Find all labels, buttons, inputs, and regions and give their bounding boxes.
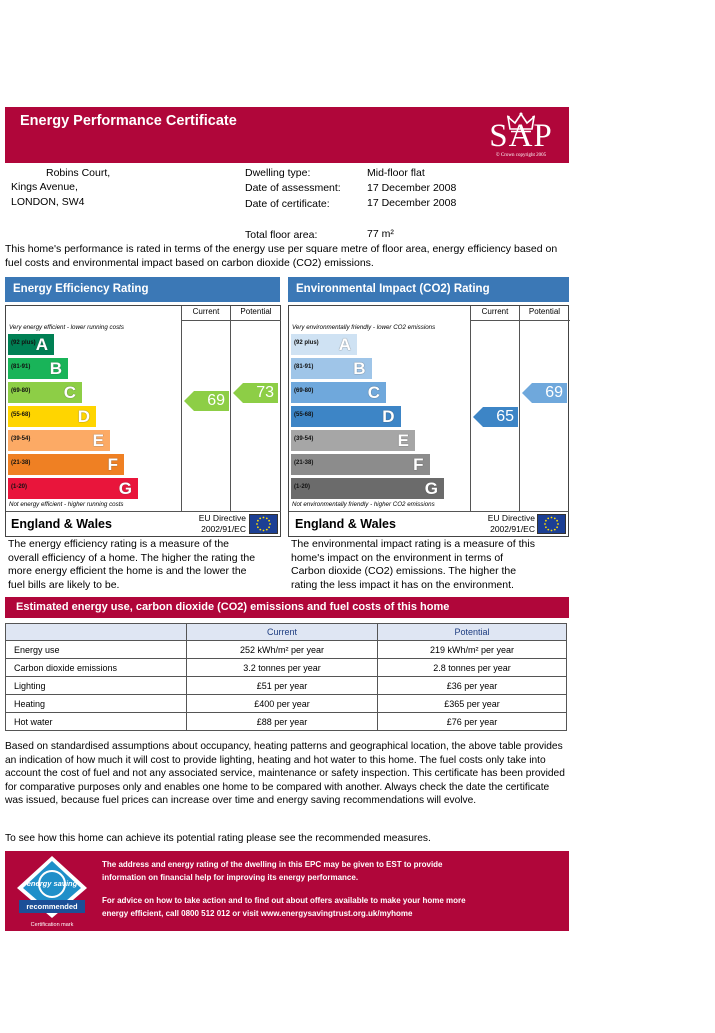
band-range-label: (1-20) xyxy=(11,484,28,490)
banner-line: For advice on how to take action and to find out about offers available to make your home more xyxy=(102,896,466,905)
cost-row-current: £51 per year xyxy=(187,677,378,695)
energy-description-line: fuel bills are likely to be. xyxy=(8,578,120,591)
band-range-label: (55-68) xyxy=(11,412,31,418)
band-letter: D xyxy=(77,407,90,426)
dwelling-type-value: Mid-floor flat xyxy=(367,167,425,179)
sap-logo xyxy=(481,111,561,161)
eu-stars-icon xyxy=(250,515,277,533)
sap-copyright: © Crown copyright 2005 xyxy=(495,153,547,158)
certification-mark-text: Certification mark xyxy=(30,922,74,928)
band-range-label: (21-38) xyxy=(11,460,31,466)
rating-current-arrow xyxy=(473,407,518,427)
sap-logo-text: SAP xyxy=(489,118,553,154)
costs-header xyxy=(5,597,569,618)
energy-rating-header xyxy=(5,277,280,302)
eu-flag-icon xyxy=(249,514,278,534)
cost-row-potential: 2.8 tonnes per year xyxy=(378,659,567,677)
rating-potential-arrow xyxy=(522,383,567,403)
rating-band-f xyxy=(291,454,430,475)
banner-info-text xyxy=(102,858,542,884)
band-letter: A xyxy=(338,335,351,354)
rating-band-g xyxy=(8,478,138,499)
rating-band-d xyxy=(8,406,96,427)
energy-rating-title: Energy Efficiency Rating xyxy=(13,283,149,295)
energy-bottom-note: Not energy efficient - higher running costs xyxy=(9,501,124,508)
rating-band-c xyxy=(8,382,82,403)
band-letter: C xyxy=(367,383,380,402)
environment-bottom-note: Not environmentally friendly - higher CO2 emissions xyxy=(292,501,435,508)
band-range-label: (81-91) xyxy=(11,364,31,370)
environment-eu-directive xyxy=(475,513,535,535)
energy-rating-description xyxy=(8,538,278,592)
band-range-label: (39-54) xyxy=(11,436,31,442)
energy-saving-banner xyxy=(5,851,569,931)
band-range-label: (69-80) xyxy=(11,388,31,394)
rating-band-f xyxy=(8,454,124,475)
cost-row-potential: £36 per year xyxy=(378,677,567,695)
floor-area-value: 77 m² xyxy=(367,228,394,240)
certificate-header xyxy=(5,107,569,163)
address-line-3: LONDON, SW4 xyxy=(11,196,85,208)
energy-description-line: overall efficiency of a home. The higher the rating the xyxy=(8,551,256,564)
band-letter: B xyxy=(49,359,62,378)
band-letter: C xyxy=(63,383,76,402)
intro-text: This home's performance is rated in terms of the energy use per square metre of floor area, energy efficiency based on fuel costs and environmental impact based on carbon dioxide (CO2) emissions. xyxy=(5,243,558,269)
energy-saving-recommended-logo xyxy=(13,854,91,929)
band-letter: D xyxy=(382,407,395,426)
environment-directive-code: 2002/91/EC xyxy=(490,524,535,534)
table-row xyxy=(6,695,567,713)
cost-row-potential: £76 per year xyxy=(378,713,567,731)
band-range-label: (39-54) xyxy=(294,436,314,442)
band-range-label: (81-91) xyxy=(294,364,314,370)
costs-current-header: Current xyxy=(187,624,378,641)
band-letter: A xyxy=(35,335,48,354)
costs-table-empty-header xyxy=(6,624,187,641)
table-row xyxy=(6,713,567,731)
recommended-logo-text: recommended xyxy=(26,902,78,911)
assessment-date-value: 17 December 2008 xyxy=(367,182,457,194)
rating-band-b xyxy=(8,358,68,379)
energy-current-header: Current xyxy=(192,307,220,316)
band-range-label: (55-68) xyxy=(294,412,314,418)
environment-rating-header xyxy=(288,277,569,302)
rating-band-a xyxy=(291,334,357,355)
energy-description-line: more energy efficient the home is and the lower the xyxy=(8,565,247,577)
rating-potential-arrow xyxy=(233,383,278,403)
banner-line: The address and energy rating of the dwelling in this EPC may be given to EST to provide xyxy=(102,860,443,869)
rating-current-arrow xyxy=(184,391,229,411)
environment-current-header: Current xyxy=(481,307,509,316)
rating-potential-value: 73 xyxy=(256,384,274,401)
environment-rating-title: Environmental Impact (CO2) Rating xyxy=(296,283,490,295)
band-letter: B xyxy=(353,359,366,378)
environment-description-line: The environmental impact rating is a measure of this xyxy=(291,538,535,550)
band-letter: F xyxy=(107,455,118,474)
band-range-label: (1-20) xyxy=(294,484,311,490)
energy-potential-header: Potential xyxy=(240,307,272,316)
rating-band-a xyxy=(8,334,54,355)
rating-band-g xyxy=(291,478,444,499)
rating-band-e xyxy=(291,430,415,451)
band-letter: G xyxy=(118,479,132,498)
environment-description-line: home's impact on the environment in terms of xyxy=(291,551,504,564)
band-range-label: (92 plus) xyxy=(11,340,36,346)
rating-current-value: 69 xyxy=(207,392,225,409)
costs-potential-header: Potential xyxy=(378,624,567,641)
certificate-title: Energy Performance Certificate xyxy=(20,113,237,129)
energy-rating-chart xyxy=(5,305,281,537)
band-range-label: (92 plus) xyxy=(294,340,319,346)
cost-row-label: Carbon dioxide emissions xyxy=(6,659,187,677)
rating-potential-value: 69 xyxy=(545,384,563,401)
energy-directive-code: 2002/91/EC xyxy=(201,524,246,534)
certificate-date-value: 17 December 2008 xyxy=(367,197,457,209)
address-line-1: Robins Court, xyxy=(46,167,111,179)
cost-row-label: Hot water xyxy=(6,713,187,731)
cost-row-potential: £365 per year xyxy=(378,695,567,713)
assessment-date-label: Date of assessment: xyxy=(245,182,341,194)
rating-band-d xyxy=(291,406,401,427)
eu-stars-icon xyxy=(538,515,565,533)
rating-band-e xyxy=(8,430,110,451)
table-row xyxy=(6,677,567,695)
banner-advice-text xyxy=(102,894,542,920)
cost-row-potential: 219 kWh/m² per year xyxy=(378,641,567,659)
energy-directive-line: EU Directive xyxy=(198,513,246,523)
environment-top-note: Very environmentally friendly - lower CO2 emissions xyxy=(292,324,436,331)
banner-line: energy efficient, call 0800 512 012 or visit www.energysavingtrust.org.uk/myhome xyxy=(102,909,413,918)
eu-flag-icon xyxy=(537,514,566,534)
dwelling-type-label: Dwelling type: xyxy=(245,167,311,179)
rating-current-value: 65 xyxy=(496,408,514,425)
table-row xyxy=(6,659,567,677)
cost-row-label: Heating xyxy=(6,695,187,713)
table-row xyxy=(6,641,567,659)
environment-rating-description xyxy=(291,538,566,592)
recommendation-note: To see how this home can achieve its potential rating please see the recommended measures. xyxy=(5,833,431,844)
environment-description-line: Carbon dioxide (CO2) emissions. The higher the xyxy=(291,565,517,577)
environment-rating-chart xyxy=(288,305,569,537)
band-range-label: (69-80) xyxy=(294,388,314,394)
costs-table xyxy=(5,623,567,731)
rating-band-c xyxy=(291,382,386,403)
costs-title: Estimated energy use, carbon dioxide (CO2) emissions and fuel costs of this home xyxy=(16,601,450,613)
energy-region-label: England & Wales xyxy=(11,517,112,531)
energy-saving-logo-text: energy saving xyxy=(26,879,78,888)
cost-row-label: Energy use xyxy=(6,641,187,659)
band-letter: G xyxy=(424,479,438,498)
assumptions-text: Based on standardised assumptions about occupancy, heating patterns and geographical location, the above table provides an indication of how much it will cost to provide lighting, heating and hot water to this home. The fuel costs only take into account the cost of fuel and not any associated service, maintenance or safety inspection. This certificate has been provided for comparative purposes only and enables one home to be compared with another. Always check the date the certificate was issued, because fuel prices can increase over time and energy saving recommendations will evolve. xyxy=(5,741,565,807)
address-line-2: Kings Avenue, xyxy=(11,181,78,193)
energy-eu-directive xyxy=(186,513,246,535)
certificate-date-label: Date of certificate: xyxy=(245,198,330,210)
band-letter: E xyxy=(92,431,104,450)
energy-top-note: Very energy efficient - lower running costs xyxy=(9,324,124,331)
cost-row-current: 3.2 tonnes per year xyxy=(187,659,378,677)
banner-line: information on financial help for improving its energy performance. xyxy=(102,873,359,882)
energy-description-line: The energy efficiency rating is a measure of the xyxy=(8,538,230,550)
band-letter: F xyxy=(413,455,424,474)
environment-directive-line: EU Directive xyxy=(487,513,535,523)
cost-row-current: 252 kWh/m² per year xyxy=(187,641,378,659)
environment-region-label: England & Wales xyxy=(295,517,396,531)
floor-area-label: Total floor area: xyxy=(245,229,318,241)
environment-potential-header: Potential xyxy=(528,307,561,316)
cost-row-current: £400 per year xyxy=(187,695,378,713)
cost-row-label: Lighting xyxy=(6,677,187,695)
band-letter: E xyxy=(397,431,409,450)
costs-table-header-row xyxy=(6,624,567,641)
rating-band-b xyxy=(291,358,372,379)
environment-description-line: rating the less impact it has on the environment. xyxy=(291,578,514,591)
band-range-label: (21-38) xyxy=(294,460,314,466)
cost-row-current: £88 per year xyxy=(187,713,378,731)
